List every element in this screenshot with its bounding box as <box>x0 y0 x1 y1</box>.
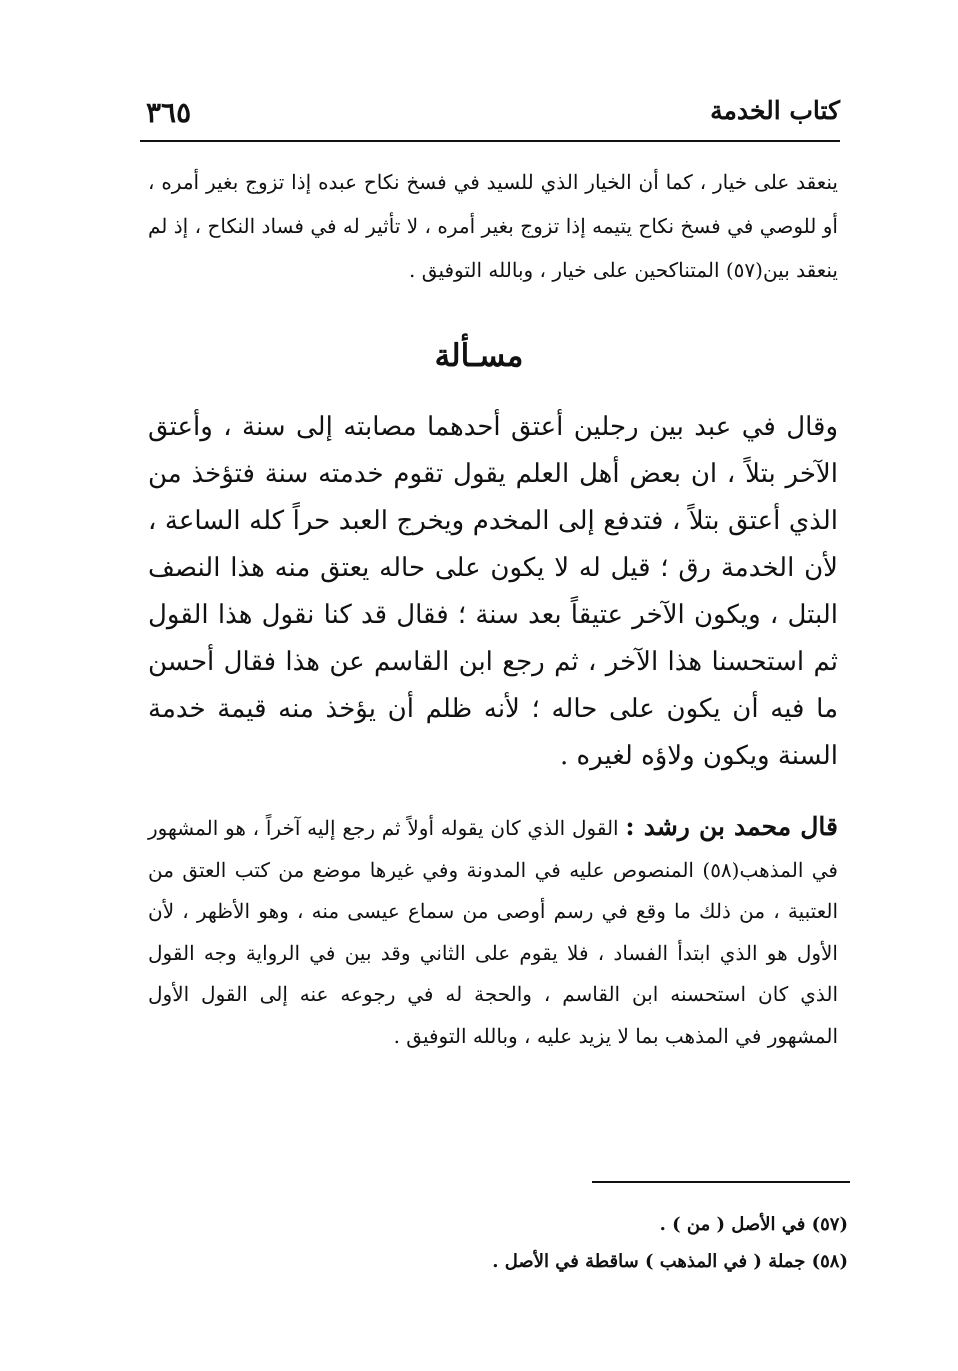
running-title: كتاب الخدمة <box>710 96 840 125</box>
commentary-lead: قال محمد بن رشد : <box>625 812 838 841</box>
footnote-57: (٥٧) في الأصل ( من ) . <box>659 1214 848 1235</box>
footnote-58: (٥٨) جملة ( في المذهب ) ساقطة في الأصل . <box>492 1251 848 1272</box>
paragraph-1: ينعقد على خيار ، كما أن الخيار الذي للسيد في فسخ نكاح عبده إذا تزوج بغير أمره ، أو للوصي في فسخ نكاح يتيمه إذا تزوج بغير أمره ، لا تأثير له في فساد النكاح ، إذ لم ينعقد بين(٥٧) المتناكحين على خيار ، وبالله التوفيق . <box>148 170 839 282</box>
commentary-text: القول الذي كان يقوله أولاً ثم رجع إليه آخراً ، هو المشهور في المذهب(٥٨) المنصوص عليه في المدونة وفي غيرها موضع من كتب العتق من العتبية ، من ذلك ما وقع في رسم أوصى من سماع عيسى منه ، وهو الأظهر ، لأن الأول هو الذي ابتدأ الفساد ، فلا يقوم على الثاني وقد بين في الرواية وجه القول الذي كان استحسنه ابن القاسم ، والحجة له في رجوعه عنه إلى القول الأول المشهور في المذهب بما لا يزيد عليه ، وبالله التوفيق . <box>148 816 838 1048</box>
footnotes <box>158 1206 848 1280</box>
page-number: ٣٦٥ <box>146 96 192 129</box>
paragraph-3 <box>148 806 838 1057</box>
paragraph-2: وقال في عبد بين رجلين أعتق أحدهما مصابته إلى سنة ، وأعتق الآخر بتلاً ، ان بعض أهل العلم يقول تقوم خدمته سنة فتؤخذ من الذي أعتق بتلاً ، فتدفع إلى المخدم ويخرج العبد حراً كله الساعة ، لأن الخدمة رق ؛ قيل له لا يكون على حاله يعتق منه هذا النصف البتل ، ويكون الآخر عتيقاً بعد سنة ؛ فقال قد كنا نقول هذا القول ثم استحسنا هذا الآخر ، ثم رجع ابن القاسم عن هذا فقال أحسن ما فيه أن يكون على حاله ؛ لأنه ظلم أن يؤخذ منه قيمة خدمة السنة ويكون ولاؤه لغيره . <box>148 412 838 771</box>
footnote-divider <box>592 1181 850 1183</box>
section-heading: مسـألة <box>434 338 524 374</box>
header-divider <box>140 140 840 142</box>
